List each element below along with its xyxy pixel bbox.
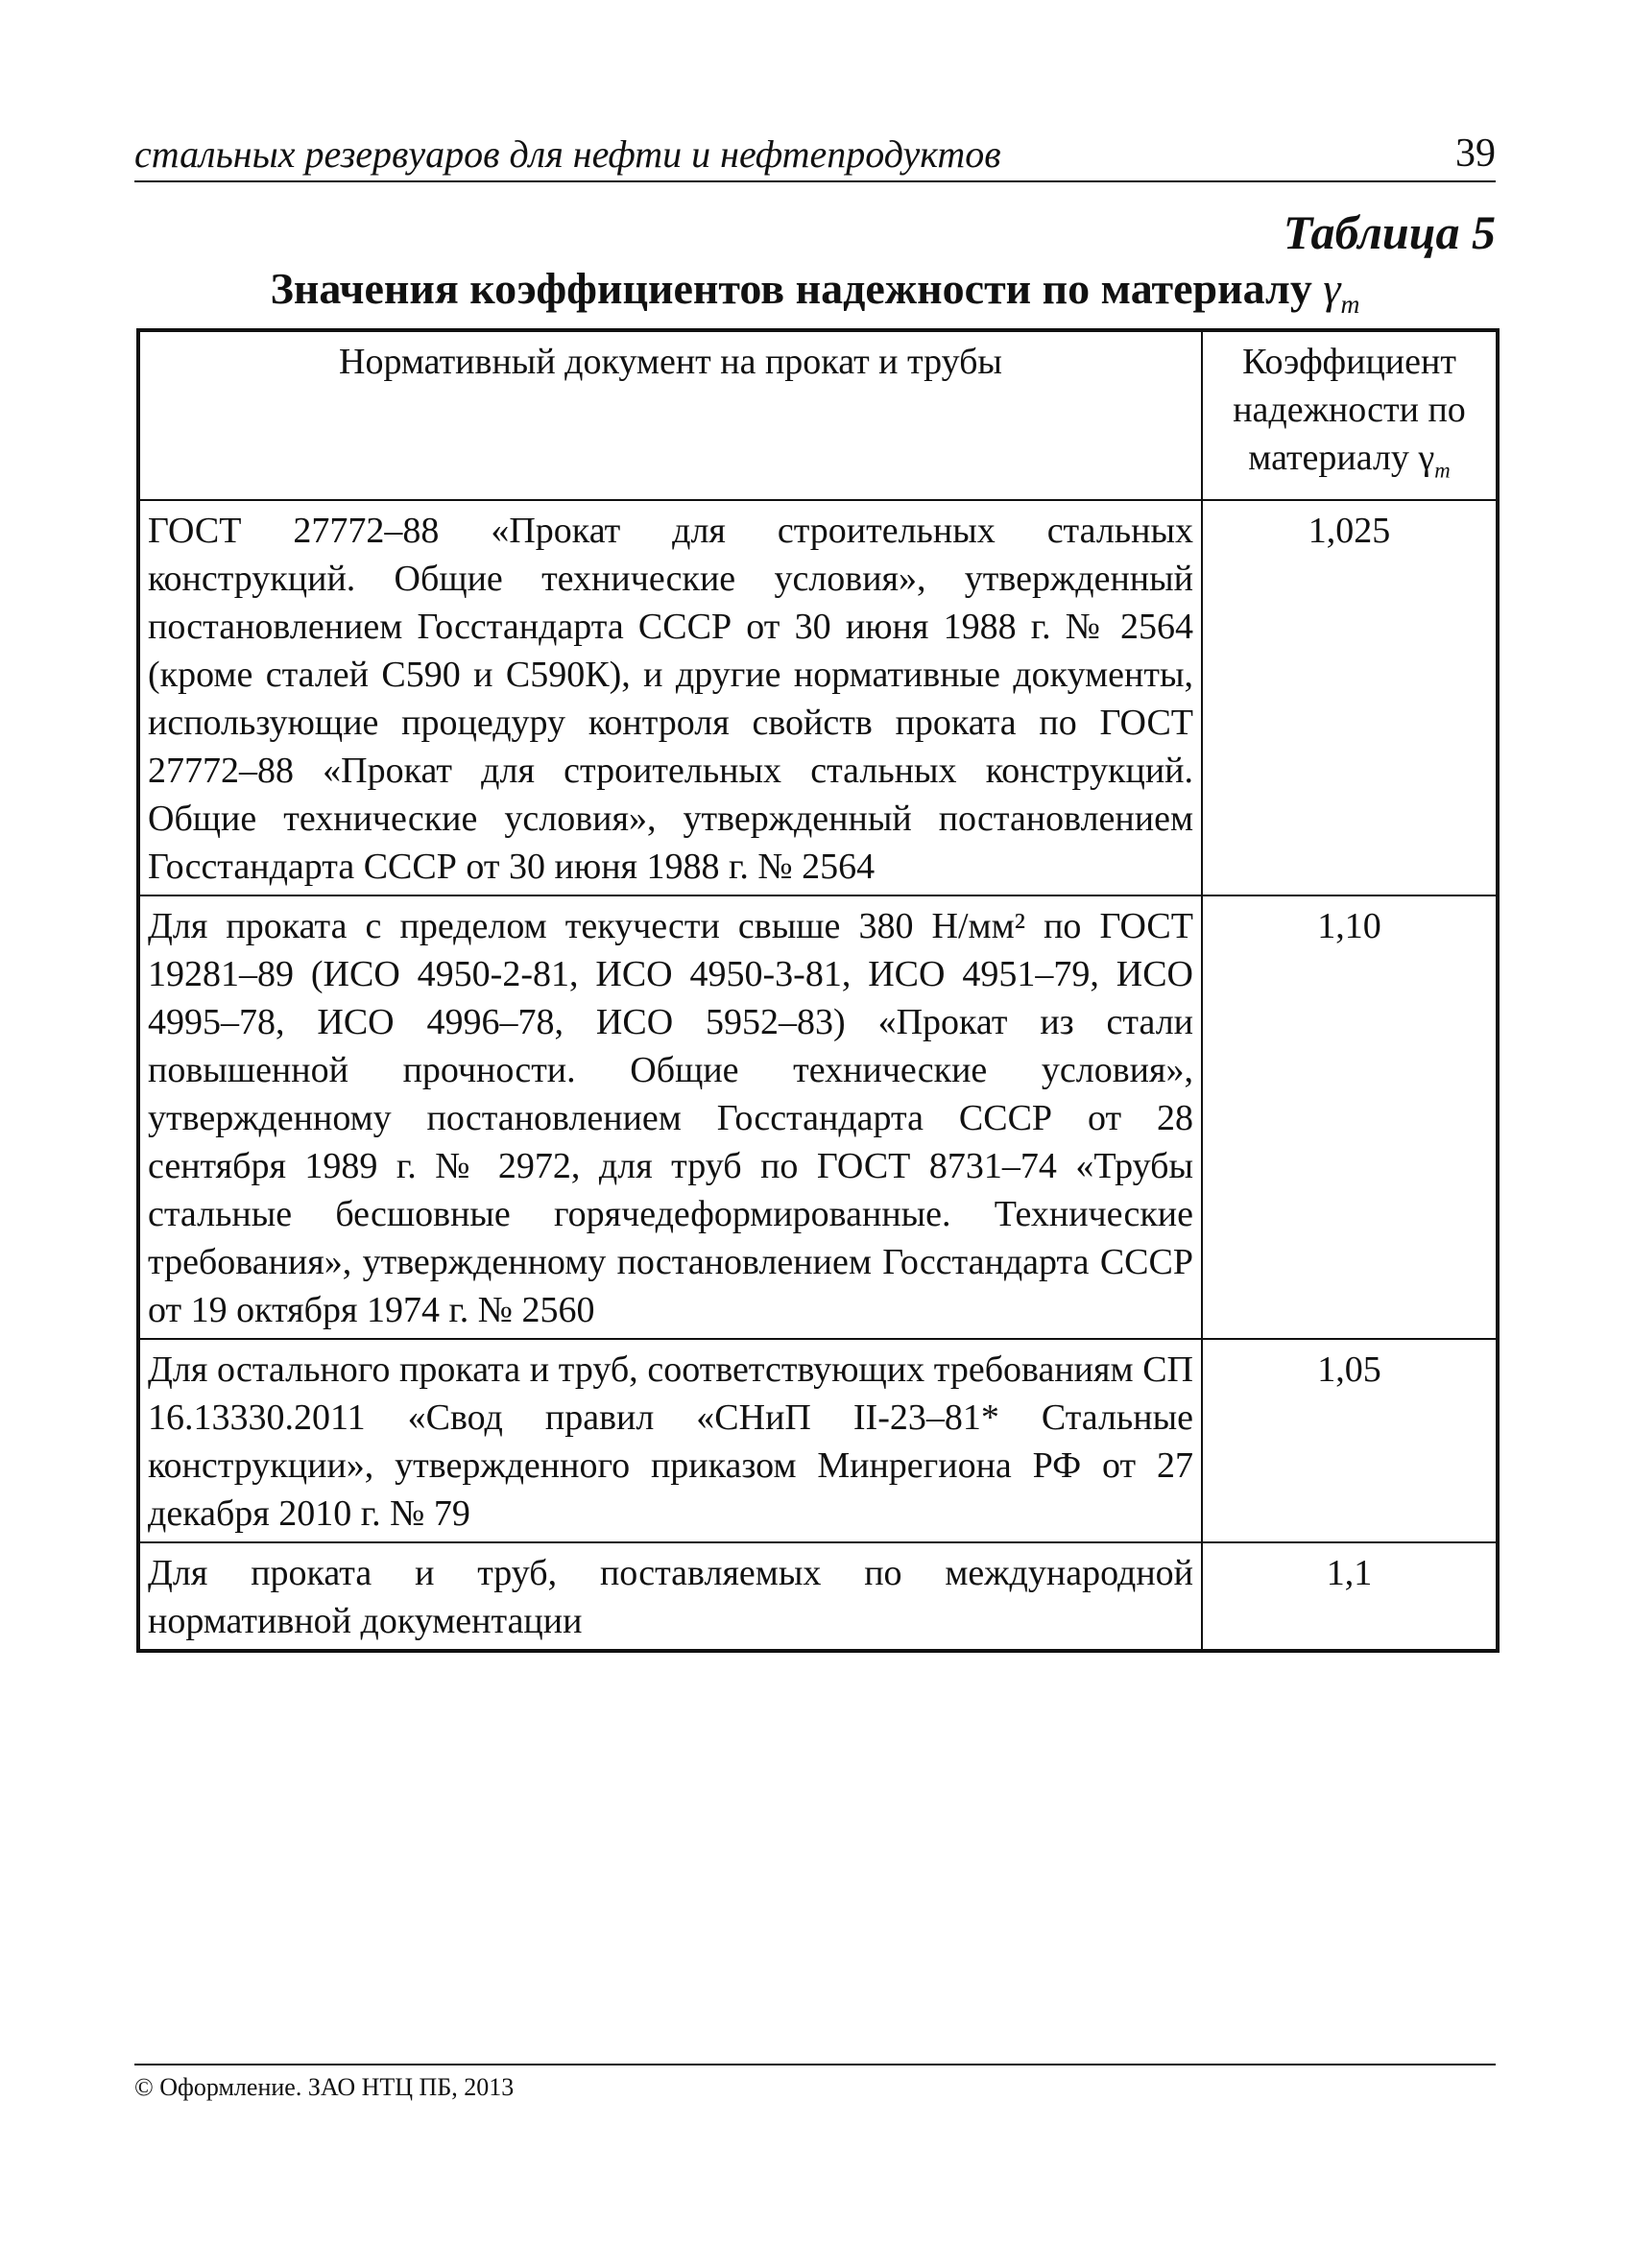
column-header-document: Нормативный документ на прокат и трубы xyxy=(138,330,1202,500)
gamma-subscript: m xyxy=(1340,289,1360,320)
table-title-text: Значения коэффициентов надежности по материалу xyxy=(270,264,1324,313)
column-header-gamma-subscript: m xyxy=(1434,458,1451,483)
row-value: 1,05 xyxy=(1202,1339,1498,1542)
gamma-symbol: γ xyxy=(1323,264,1341,313)
footer-copyright: © Оформление. ЗАО НТЦ ПБ, 2013 xyxy=(134,2073,515,2101)
running-header xyxy=(134,125,1496,182)
table-label: Таблица 5 xyxy=(1283,205,1496,259)
coefficients-table xyxy=(136,328,1500,1653)
column-header-coefficient xyxy=(1202,330,1498,500)
table-row xyxy=(138,1339,1498,1542)
row-document: ГОСТ 27772–88 «Прокат для строительных стальных конструкций. Общие технические условия», утвержденный постановлением Госстандарта СССР от 30 июня 1988 г. № 2564 (кроме сталей С590 и С590К), и другие нормативные документы, использующие процедуру контроля свойств проката по ГОСТ 27772–88 «Прокат для строительных стальных конструкций. Общие технические условия», утвержденный постановлением Госстандарта СССР от 30 июня 1988 г. № 2564 xyxy=(138,500,1202,895)
row-value: 1,1 xyxy=(1202,1542,1498,1651)
table-row xyxy=(138,1542,1498,1651)
column-header-gamma: γ xyxy=(1418,438,1435,478)
row-value: 1,10 xyxy=(1202,895,1498,1339)
row-document: Для проката и труб, поставляемых по международной нормативной документации xyxy=(138,1542,1202,1651)
page-number: 39 xyxy=(1455,131,1496,176)
row-document: Для остального проката и труб, соответствующих требованиям СП 16.13330.2011 «Свод правил «СНиП II-23–81* Стальные конструкции», утвержденного приказом Минрегиона РФ от 27 декабря 2010 г. № 79 xyxy=(138,1339,1202,1542)
table-row xyxy=(138,500,1498,895)
table-row xyxy=(138,895,1498,1339)
running-title: стальных резервуаров для нефти и нефтепродуктов xyxy=(134,132,1001,176)
column-header-coefficient-text: Коэффициент надежности по материалу xyxy=(1233,342,1466,478)
footer-divider xyxy=(134,2064,1496,2065)
table-title xyxy=(134,263,1496,320)
row-document: Для проката с пределом текучести свыше 380 Н/мм² по ГОСТ 19281–89 (ИСО 4950-2-81, ИСО 4950-3-81, ИСО 4951–79, ИСО 4995–78, ИСО 4996–78, ИСО 5952–83) «Прокат из стали повышенной прочности. Общие технические условия», утвержденному постановлением Госстандарта СССР от 28 сентября 1989 г. № 2972, для труб по ГОСТ 8731–74 «Трубы стальные бесшовные горячедеформированные. Технические требования», утвержденному постановлением Госстандарта СССР от 19 октября 1974 г. № 2560 xyxy=(138,895,1202,1339)
row-value: 1,025 xyxy=(1202,500,1498,895)
table-header-row xyxy=(138,330,1498,500)
